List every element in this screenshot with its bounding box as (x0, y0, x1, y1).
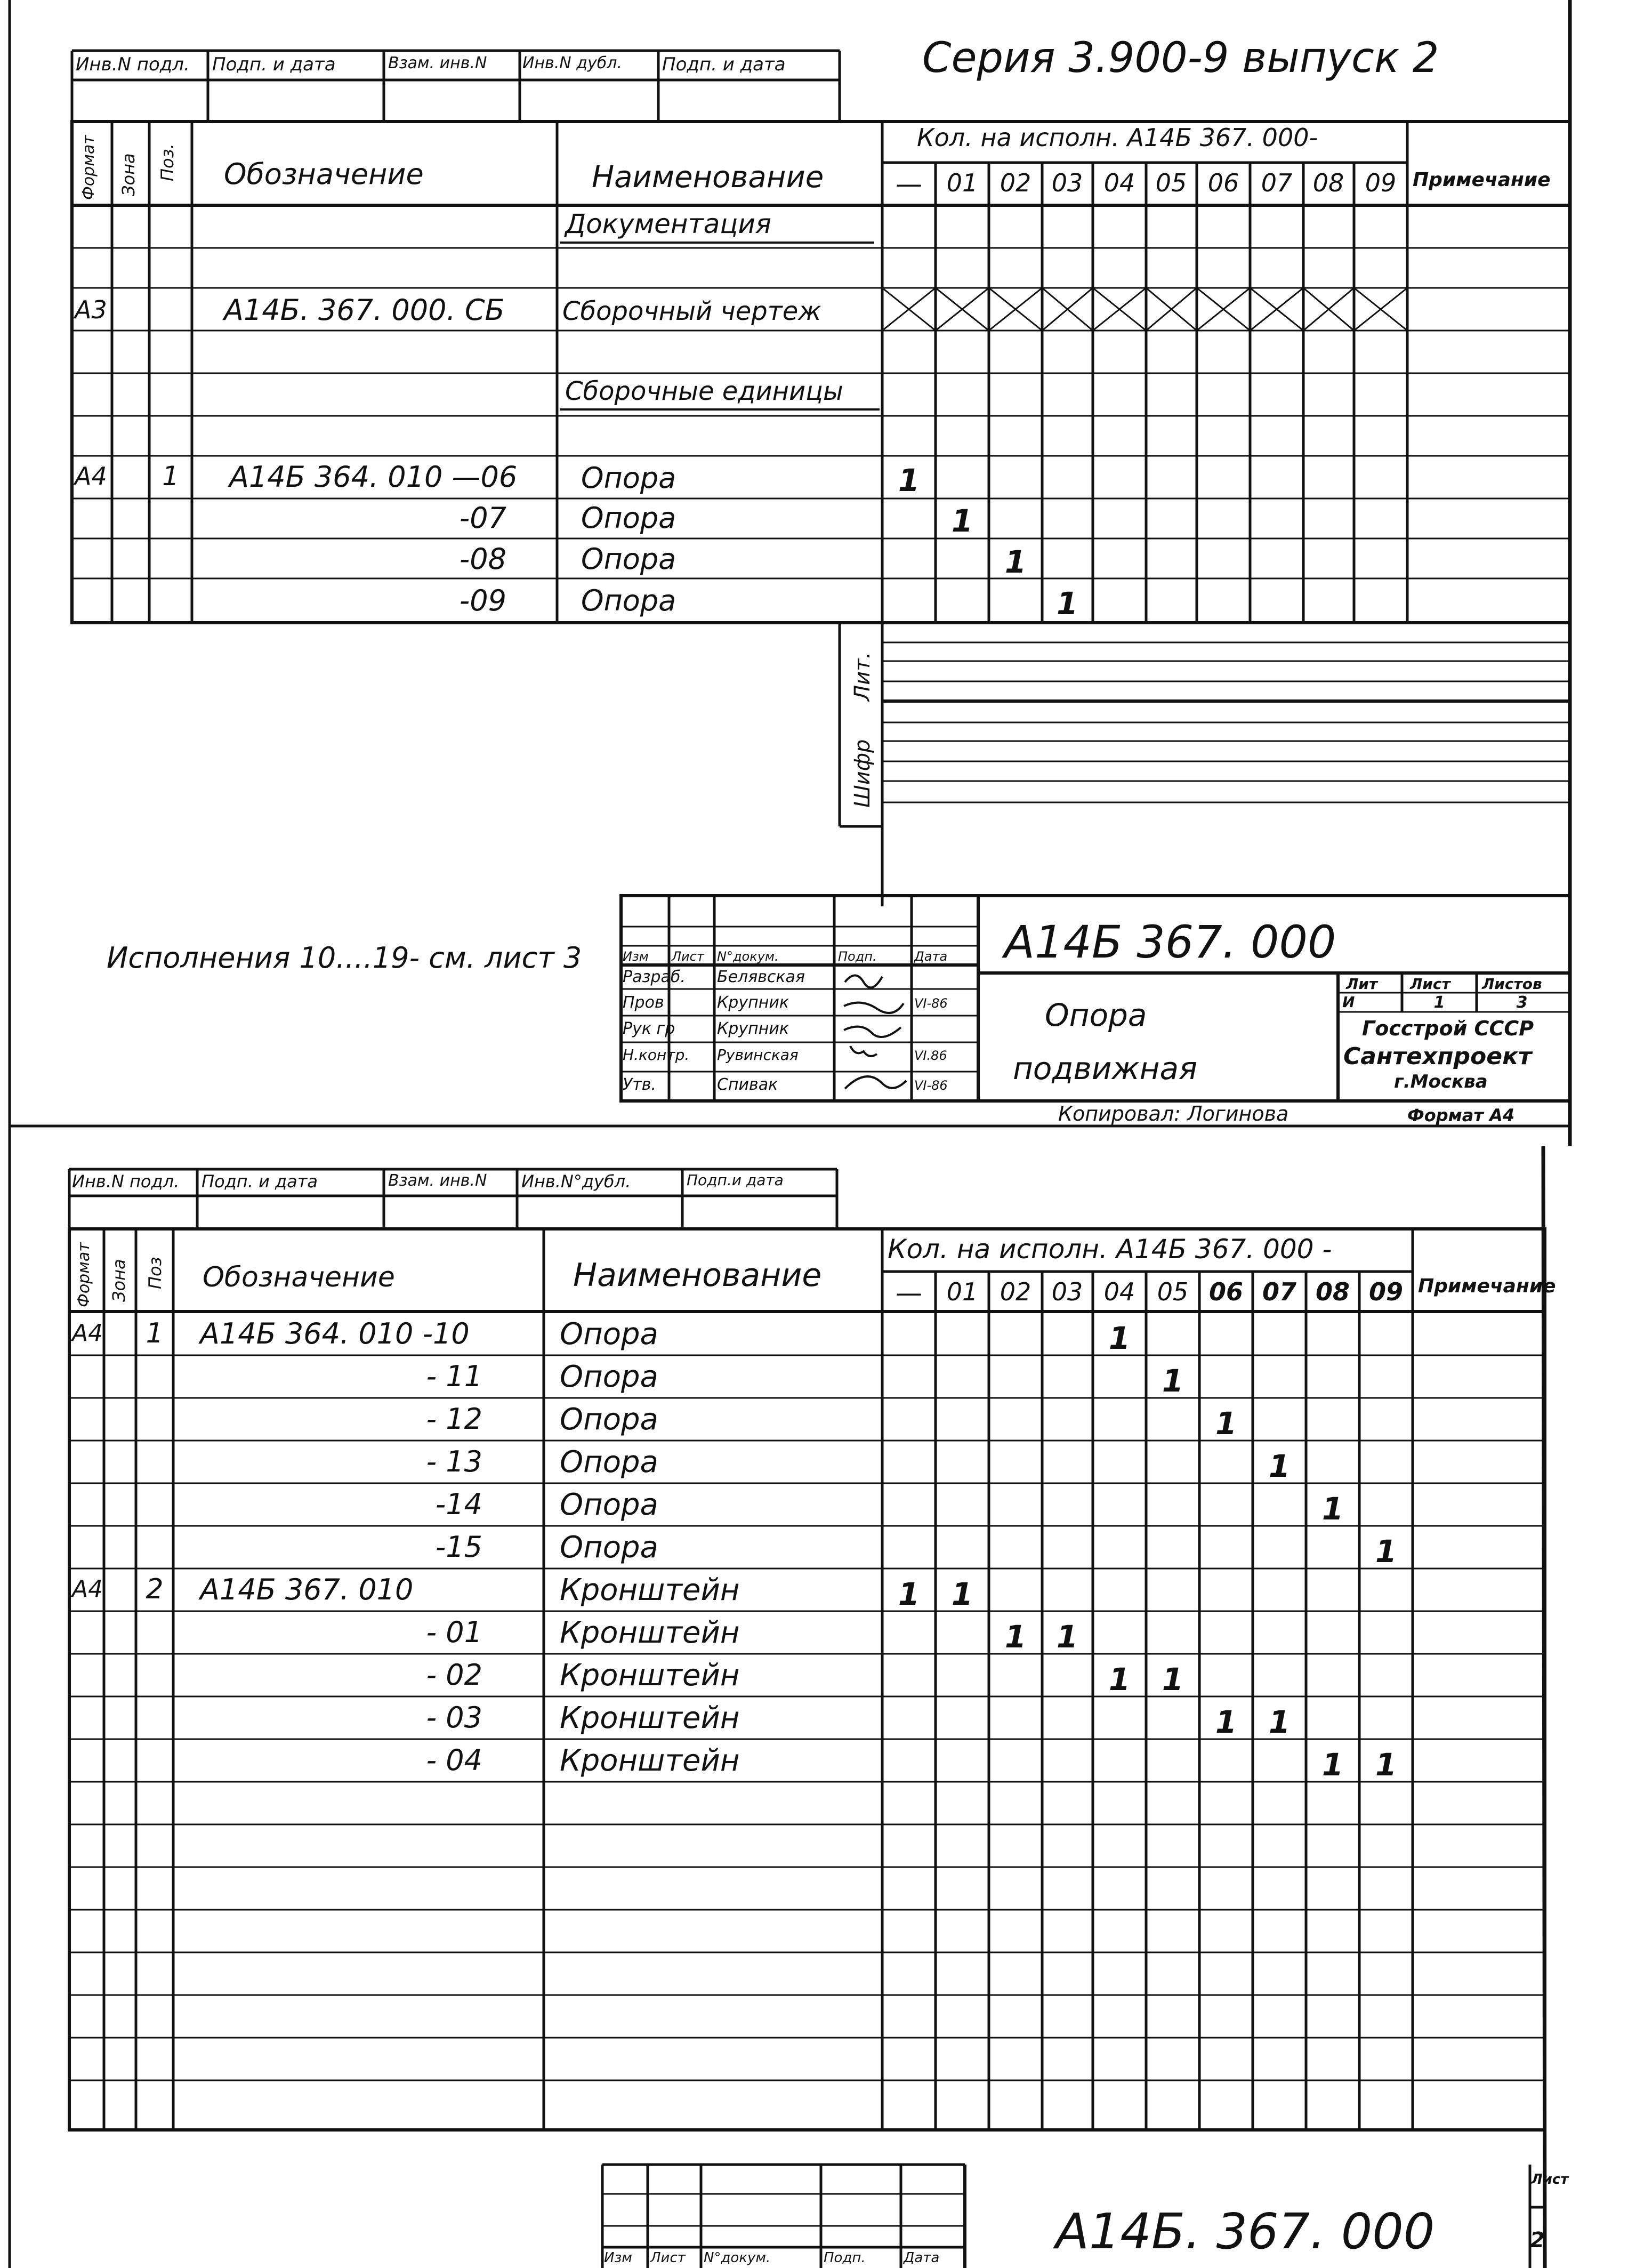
row-name: Опора (581, 584, 676, 617)
row-name: Кронштейн (560, 1573, 740, 1607)
lit-header: Лит (1346, 975, 1378, 993)
qty-cell: 1 (1268, 1704, 1291, 1740)
qty-cell: 1 (898, 462, 920, 498)
col-format-header: Формат (79, 135, 98, 200)
org-line-2: Сантехпроект (1343, 1043, 1532, 1070)
lit-label: Лит. (850, 652, 875, 701)
row-designation: - 13 (426, 1445, 482, 1478)
row-designation: -07 (459, 501, 506, 535)
row-name: Сборочный чертеж (562, 296, 821, 326)
tb-role: Утв. (623, 1075, 656, 1094)
col-name-header: Наименование (592, 160, 824, 195)
row-designation: А14Б. 367. 000. СБ (224, 293, 505, 327)
row-designation: -15 (435, 1530, 482, 1564)
stamp-inv-orig: Инв.N подл. (72, 1171, 180, 1192)
col-qty-header: Кол. на исполн. А14Б 367. 000 - (888, 1234, 1332, 1265)
row-format: А4 (75, 462, 107, 490)
executions-note: Исполнения 10....19- см. лист 3 (107, 941, 582, 975)
stamp-sign-date: Подп. и дата (202, 1171, 318, 1192)
document-number: А14Б. 367. 000 (1055, 2203, 1435, 2260)
tb-col-izm: Изм (623, 949, 649, 964)
row-name: Опора (560, 1402, 658, 1437)
exec-col-01: 01 (946, 1277, 978, 1306)
row-pos: 1 (162, 461, 179, 492)
row-format: А4 (72, 1320, 103, 1347)
qty-cell: 1 (1004, 1619, 1027, 1655)
tb-person: Крупник (717, 1019, 789, 1038)
exec-col-09: 09 (1365, 168, 1397, 197)
exec-col-01: 01 (946, 168, 978, 197)
qty-cell: 1 (1268, 1448, 1291, 1484)
sheet-number: 2 (1530, 2228, 1545, 2253)
qty-cell: 1 (1056, 585, 1078, 622)
org-line-3: г.Москва (1394, 1071, 1488, 1092)
col-qty-header: Кол. на исполн. А14Б 367. 000- (917, 123, 1318, 152)
tb-date: VI-86 (914, 1078, 948, 1093)
sheets-header: Листов (1482, 975, 1542, 993)
tb-role: Пров (623, 993, 664, 1012)
tb-col-izm: Изм (604, 2250, 632, 2266)
row-designation: А14Б 364. 010 —06 (229, 460, 518, 494)
stamp-dup-inv: Инв.N дубл. (522, 54, 622, 73)
sheet-header: Лист (1410, 975, 1450, 993)
section-assembly-units: Сборочные единицы (565, 376, 843, 406)
sheets-value: 3 (1516, 993, 1528, 1012)
format-label: Формат А4 (1407, 1105, 1515, 1125)
row-name: Опора (560, 1360, 658, 1394)
tb-role: Рук гр (623, 1019, 675, 1038)
exec-col-04: 04 (1103, 168, 1135, 197)
qty-cell: 1 (1108, 1320, 1131, 1356)
tb-col-sign: Подп. (824, 2250, 866, 2266)
col-designation-header: Обозначение (203, 1261, 395, 1293)
sheet-value: 1 (1433, 993, 1445, 1012)
col-zone-header: Зона (109, 1259, 129, 1302)
qty-cell: 1 (1375, 1747, 1397, 1783)
col-note-header: Примечание (1413, 169, 1551, 191)
row-name: Кронштейн (560, 1658, 740, 1693)
tb-date: VI-86 (914, 996, 948, 1011)
qty-cell: 1 (951, 503, 973, 539)
row-name: Опора (581, 542, 676, 576)
col-format-header: Формат (75, 1242, 93, 1307)
row-designation: - 12 (426, 1402, 482, 1436)
row-pos: 1 (146, 1317, 164, 1349)
tb-role: Н.контр. (623, 1046, 690, 1064)
col-zone-header: Зона (118, 153, 139, 196)
row-designation: А14Б 364. 010 -10 (200, 1317, 470, 1350)
exec-col-06: 06 (1207, 168, 1239, 197)
col-pos-header: Поз. (157, 143, 178, 181)
qty-cell: 1 (1056, 1619, 1078, 1655)
qty-cell: 1 (1004, 544, 1027, 580)
tb-col-date: Дата (914, 949, 948, 964)
row-designation: - 04 (426, 1743, 482, 1777)
tb-person: Спивак (717, 1075, 778, 1094)
tb-col-sign: Подп. (838, 949, 877, 964)
document-title-1: Опора (1045, 997, 1147, 1033)
exec-col-08: 08 (1315, 1277, 1350, 1306)
qty-cell: 1 (898, 1576, 920, 1612)
row-name: Опора (560, 1487, 658, 1522)
exec-col-06: 06 (1208, 1277, 1244, 1306)
qty-cell: 1 (1162, 1363, 1184, 1399)
exec-col-07: 07 (1262, 1277, 1297, 1306)
document-number: А14Б 367. 000 (1004, 916, 1336, 968)
tb-col-doc: N°докум. (717, 949, 779, 964)
tb-role: Разраб. (623, 968, 686, 986)
row-designation: - 01 (426, 1615, 482, 1649)
exec-col-05: 05 (1157, 1277, 1189, 1306)
qty-cell: 1 (1215, 1704, 1237, 1740)
stamp-sign-date: Подп. и дата (212, 54, 336, 75)
row-name: Опора (560, 1445, 658, 1479)
stamp-inv-orig: Инв.N подл. (76, 54, 190, 75)
qty-cell: 1 (951, 1576, 973, 1612)
exec-col-07: 07 (1261, 168, 1293, 197)
document-title-2: подвижная (1013, 1050, 1197, 1087)
row-designation: -08 (459, 542, 506, 576)
org-line-1: Госстрой СССР (1362, 1017, 1534, 1040)
exec-col-08: 08 (1312, 168, 1344, 197)
lit-value: И (1342, 993, 1355, 1011)
tb-person: Белявская (717, 968, 805, 986)
tb-col-list: Лист (672, 949, 704, 964)
row-designation: - 11 (426, 1360, 482, 1393)
row-format: А3 (75, 295, 107, 324)
row-name: Кронштейн (560, 1615, 740, 1650)
row-name: Кронштейн (560, 1701, 740, 1735)
exec-col-04: 04 (1103, 1277, 1135, 1306)
exec-col-03: 03 (1051, 168, 1083, 197)
row-name: Опора (581, 501, 676, 535)
exec-col-05: 05 (1155, 168, 1187, 197)
col-note-header: Примечание (1418, 1275, 1556, 1297)
series-header: Серия 3.900-9 выпуск 2 (922, 34, 1439, 82)
row-designation: - 03 (426, 1701, 482, 1734)
cipher-label: Шифр (850, 739, 875, 808)
col-name-header: Наименование (573, 1257, 822, 1294)
sheet-label: Лист (1531, 2172, 1569, 2187)
qty-cell: 1 (1321, 1491, 1344, 1527)
qty-cell: 1 (1162, 1661, 1184, 1698)
row-designation: - 02 (426, 1658, 482, 1692)
copied-by: Копировал: Логинова (1058, 1102, 1289, 1125)
row-name: Кронштейн (560, 1743, 740, 1778)
stamp-replace-inv: Взам. инв.N (388, 1171, 487, 1190)
stamp-replace-inv: Взам. инв.N (388, 54, 487, 73)
exec-col-02: 02 (1000, 1277, 1031, 1306)
exec-col-base: — (896, 1277, 922, 1308)
stamp-sign-date-2: Подп. и дата (662, 54, 786, 75)
qty-cell: 1 (1108, 1661, 1131, 1698)
stamp-sign-date-2: Подп.и дата (687, 1171, 784, 1189)
col-designation-header: Обозначение (224, 157, 424, 191)
tb-col-list: Лист (650, 2250, 686, 2266)
row-pos: 2 (146, 1573, 164, 1605)
row-designation: -14 (435, 1487, 482, 1521)
qty-cell: 1 (1375, 1533, 1397, 1570)
stamp-dup-inv: Инв.N°дубл. (521, 1171, 631, 1192)
tb-col-doc: N°докум. (704, 2250, 771, 2266)
tb-person: Рувинская (717, 1046, 799, 1064)
exec-col-09: 09 (1368, 1277, 1404, 1306)
signature-marks (840, 966, 909, 1099)
section-documentation: Документация (565, 208, 771, 239)
tb-col-date: Дата (904, 2250, 940, 2266)
qty-cell: 1 (1321, 1747, 1344, 1783)
row-designation: А14Б 367. 010 (200, 1573, 414, 1606)
tb-date: VI.86 (914, 1048, 947, 1063)
exec-col-base: — (896, 168, 922, 199)
qty-cell: 1 (1215, 1405, 1237, 1442)
row-format: А4 (72, 1575, 103, 1603)
col-pos-header: Поз (145, 1257, 165, 1289)
tb-person: Крупник (717, 993, 789, 1012)
row-name: Опора (560, 1317, 658, 1352)
exec-col-03: 03 (1051, 1277, 1083, 1306)
row-name: Опора (560, 1530, 658, 1565)
row-name: Опора (581, 461, 676, 495)
exec-col-02: 02 (1000, 168, 1031, 197)
row-designation: -09 (459, 584, 506, 617)
